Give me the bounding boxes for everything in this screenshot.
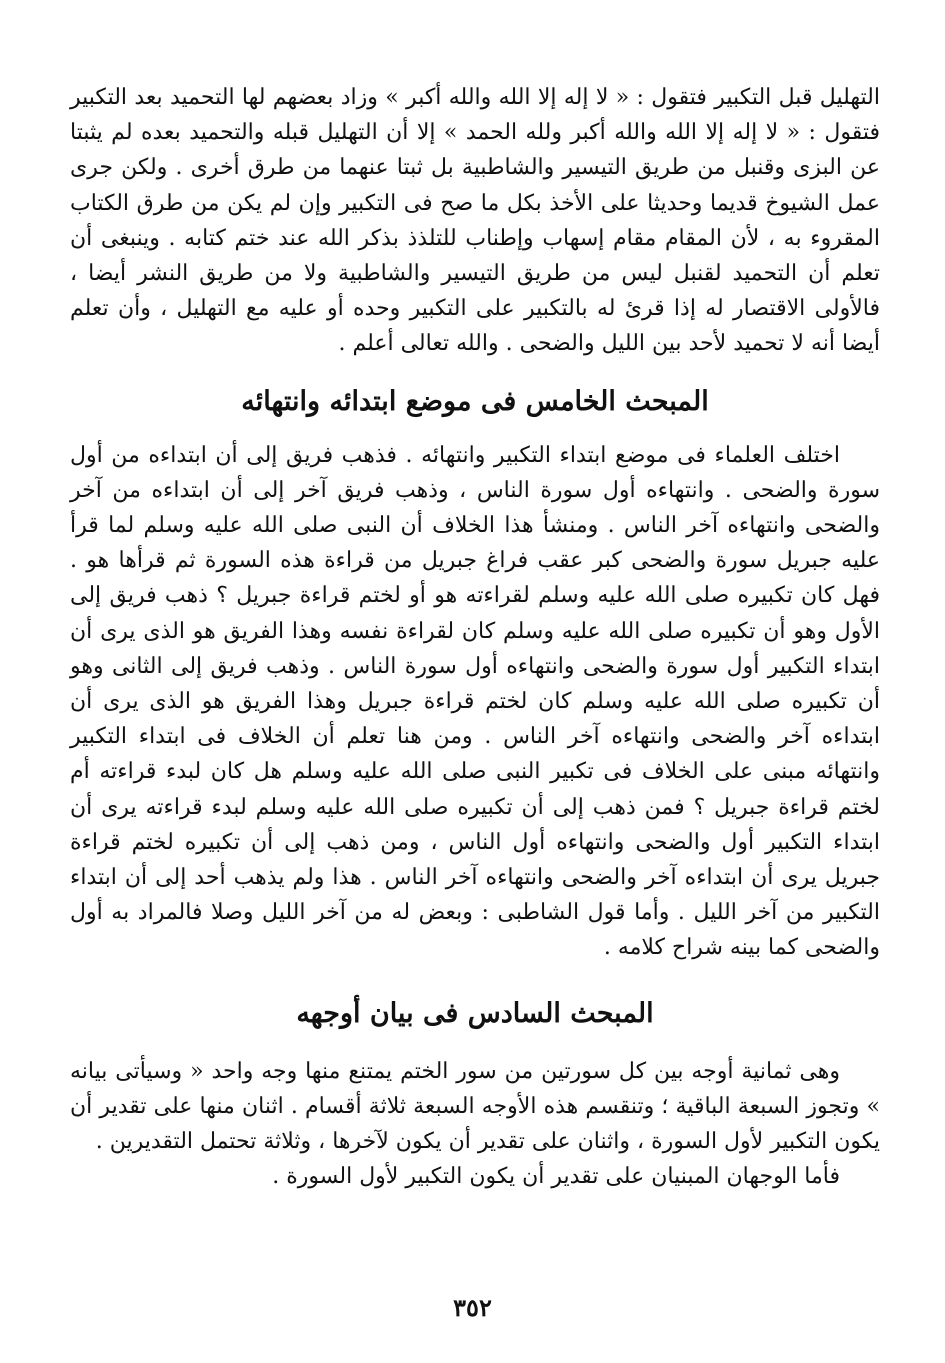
- page-body: [70, 80, 880, 1194]
- intro-paragraph: التهليل قبل التكبير فتقول : « لا إله إلا الله والله أكبر » وزاد بعضهم لها التحميد بعد التكبير فتقول : « لا إله إلا الله والله أكبر ولله الحمد » إلا أن التهليل قبله والتحميد بعده لم يثبتا عن البزى وقنبل من طريق التيسير والشاطبية بل ثبتا عنهما من طرق أخرى . ولكن جرى عمل الشيوخ قديما وحديثا على الأخذ بكل ما صح فى التكبير وإن لم يكن من طرق الكتاب المقروء به ، لأن المقام مقام إسهاب وإطناب للتلذذ بذكر الله عند ختم كتابه . وينبغى أن تعلم أن التحميد لقنبل ليس من طريق التيسير والشاطبية ولا من طريق النشر أيضا ، فالأولى الاقتصار له إذا قرئ له بالتكبير على التكبير وحده أو عليه مع التهليل ، وأن تعلم أيضا أنه لا تحميد لأحد بين الليل والضحى . والله تعالى أعلم .: [70, 85, 880, 357]
- page-number: ٣٥٢: [453, 1293, 492, 1322]
- section-6-paragraph: وهى ثمانية أوجه بين كل سورتين من سور الختم يمتنع منها وجه واحد « وسيأتى بيانه » وتجوز السبعة الباقية ؛ وتنقسم هذه الأوجه السبعة ثلاثة أقسام . اثنان منها على تقدير أن يكون التكبير لأول السورة ، واثنان على تقدير أن يكون لآخرها ، وثلاثة تحتمل التقديرين .: [70, 1058, 880, 1155]
- section-5-paragraph: اختلف العلماء فى موضع ابتداء التكبير وانتهائه . فذهب فريق إلى أن ابتداءه من أول سورة والضحى . وانتهاءه أول سورة الناس ، وذهب فريق آخر إلى أن ابتداءه من آخر والضحى وانتهاءه آخر الناس . ومنشأ هذا الخلاف أن النبى صلى الله عليه وسلم لما قرأ عليه جبريل سورة والضحى كبر عقب فراغ جبريل من قراءة هذه السورة ثم قرأها هو . فهل كان تكبيره صلى الله عليه وسلم لقراءته هو أو لختم قراءة جبريل ؟ ذهب فريق إلى الأول وهو أن تكبيره صلى الله عليه وسلم كان لقراءة نفسه وهذا الفريق هو الذى يرى أن ابتداء التكبير أول سورة والضحى وانتهاءه أول سورة الناس . وذهب فريق إلى الثانى وهو أن تكبيره صلى الله عليه وسلم كان لختم قراءة جبريل وهذا الفريق هو الذى يرى أن ابتداءه آخر والضحى وانتهاءه آخر الناس . ومن هنا تعلم أن الخلاف فى ابتداء التكبير وانتهائه مبنى على الخلاف فى تكبير النبى صلى الله عليه وسلم هل كان لبدء قراءته أم لختم قراءة جبريل ؟ فمن ذهب إلى أن تكبيره صلى الله عليه وسلم لبدء قراءته يرى أن ابتداء التكبير أول والضحى وانتهاءه أول الناس ، ومن ذهب إلى أن تكبيره لختم قراءة جبريل يرى أن ابتداءه آخر والضحى وانتهاءه آخر الناس . هذا ولم يذهب أحد إلى أن ابتداء التكبير من آخر الليل . وأما قول الشاطبى : وبعض له من آخر الليل وصلا فالمراد به أول والضحى كما بينه شراح كلامه .: [70, 442, 880, 961]
- section-5-title: المبحث الخامس فى موضع ابتدائه وانتهائه: [241, 385, 709, 417]
- section-6-title: المبحث السادس فى بيان أوجهه: [296, 997, 654, 1029]
- section-6-last-line: فأما الوجهان المبنيان على تقدير أن يكون التكبير لأول السورة .: [272, 1164, 840, 1190]
